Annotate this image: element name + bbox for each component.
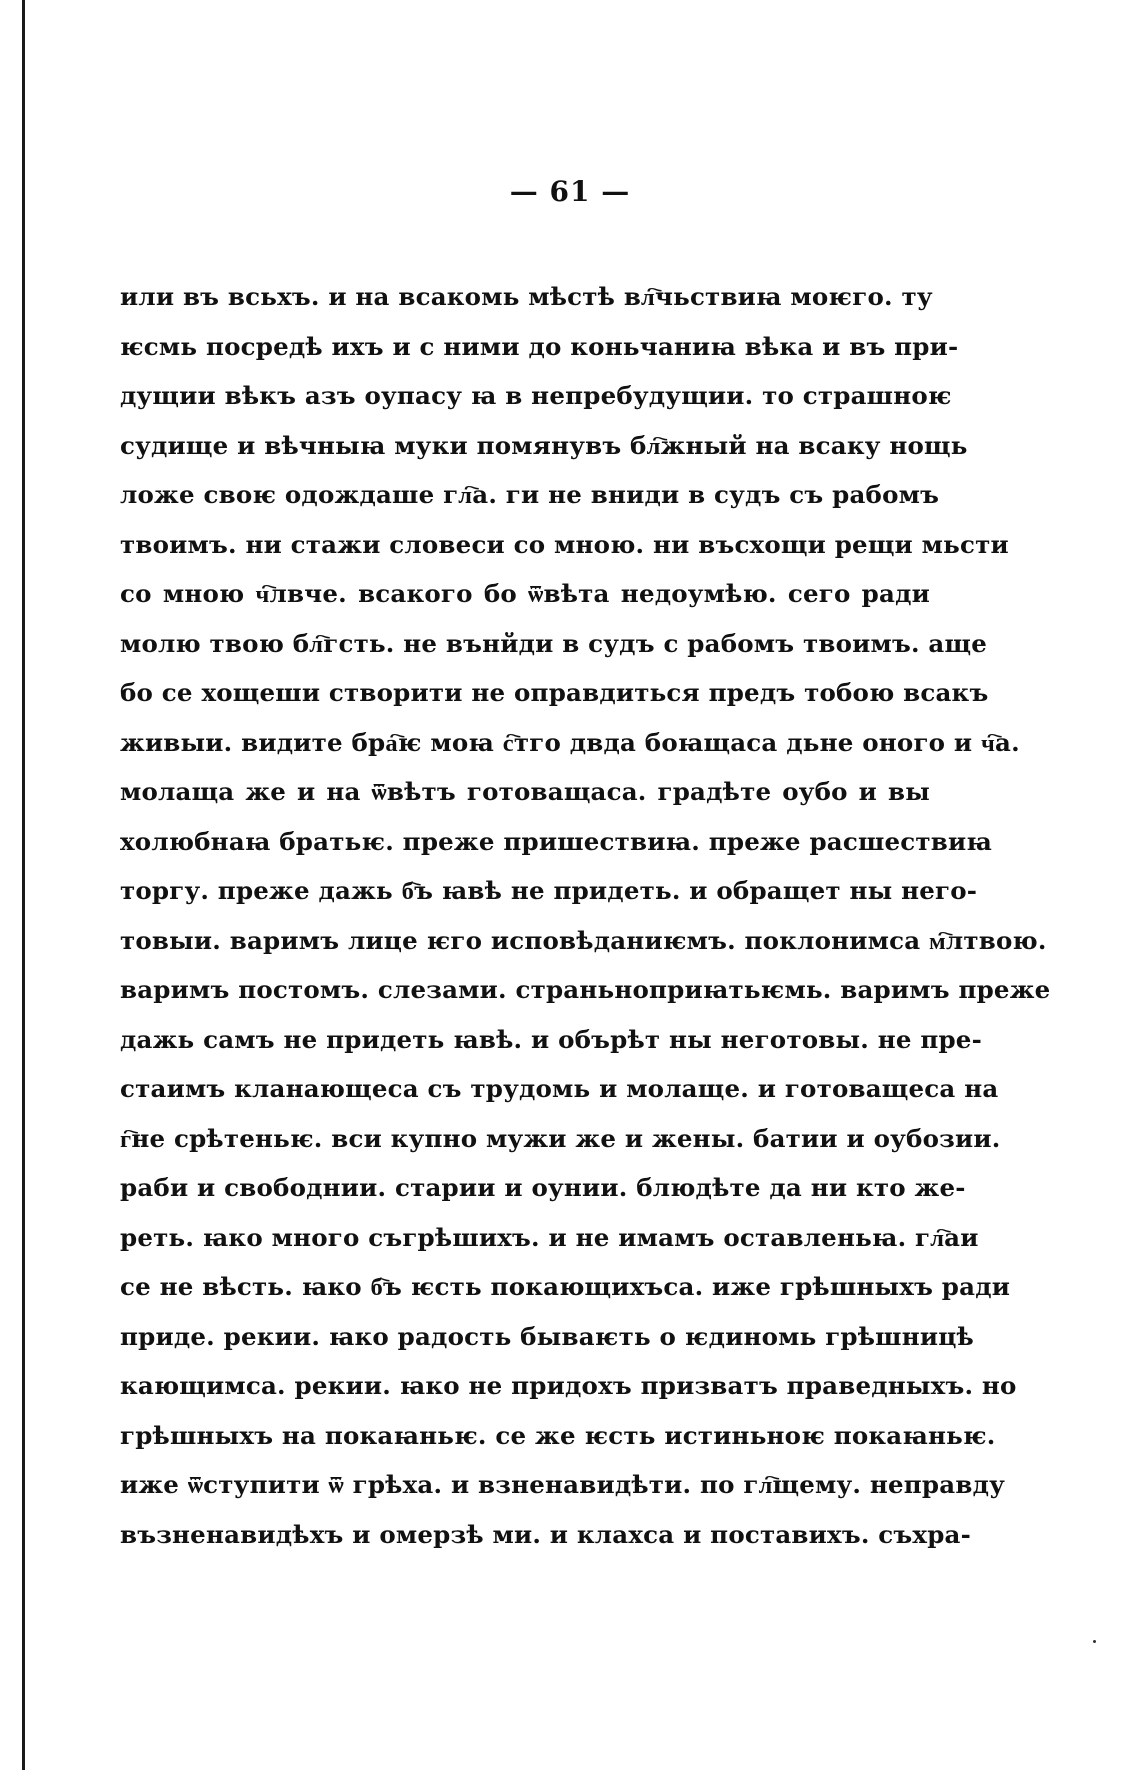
text-line: твоимъ. ни стажи словеси со мною. ни въсхощи рещи мьсти [120, 529, 1009, 559]
text-line: стаимъ кланающеса съ трудомь и молаще. и готоващеса на [120, 1074, 999, 1103]
body-text [120, 272, 1051, 1559]
text-line: раби и свободнии. старии и оунии. блюдѣте да ни кто же- [120, 1173, 966, 1202]
text-line: се не вѣсть. ꙗко б҇ъ ѥсть покающихъса. иже грѣшныхъ ради [120, 1272, 1011, 1301]
text-line: молаща же и на ѿвѣтъ готоващаса. градѣте оубо и вы [120, 777, 930, 806]
text-line: со мною ч҇лвче. всакого бо ѿвѣта недоумѣю. сего ради [120, 579, 930, 608]
text-line: г҇не срѣтеньѥ. вси купно мужи же и жены. батии и оубозии. [120, 1123, 1001, 1153]
text-line: холюбнаꙗ братьѥ. преже пришествиꙗ. преже расшествиꙗ [120, 826, 993, 856]
text-line: торгу. преже дажь б҇ъ ꙗвѣ не придеть. и обращет ны него- [120, 876, 978, 905]
text-line: възненавидѣхъ и омерзѣ ми. и клахса и поставихъ. съхра- [120, 1519, 971, 1549]
text-line: реть. ꙗко много съгрѣшихъ. и не имамъ оставленьꙗ. гл҇аи [120, 1222, 979, 1252]
text-line: живыи. видите бра҇ѥ моꙗ с҇тго двда боꙗщаса дьне оного и ч҇а. [120, 727, 1020, 757]
text-line: или въ всьхъ. и на всакомь мѣстѣ вл҇чьствиꙗ моѥго. ту [120, 282, 933, 311]
text-line: грѣшныхъ на покаꙗньѥ. се же ѥсть истиньноѥ покаꙗньѥ. [120, 1420, 996, 1450]
text-line: иже ѿступити ѿ грѣха. и взненавидѣти. по гл҇щему. неправду [120, 1470, 1005, 1499]
text-line: бо се хощеши створити не оправдиться предъ тобою всакъ [120, 678, 989, 707]
text-line: ѥсмь посредѣ ихъ и с ними до коньчаниꙗ вѣка и въ при- [120, 331, 959, 361]
text-line: ложе своѥ одождаше гл҇а. ги не вниди в судъ съ рабомъ [120, 480, 940, 509]
text-line: дажь самъ не придеть ꙗвѣ. и обърѣт ны неготовы. не пре- [120, 1024, 982, 1054]
text-line: молю твою бл҇гсть. не вънйди в судъ с рабомъ твоимъ. аще [120, 628, 988, 658]
text-line: товыи. варимъ лице ѥго исповѣданиѥмъ. поклонимса м҇лтвою. [120, 925, 1047, 955]
text-line: кающимса. рекии. ꙗко не придохъ призватъ праведныхъ. но [120, 1371, 1017, 1400]
text-line: судище и вѣчныꙗ муки помянувъ бл҇жный на всаку нощь [120, 430, 968, 460]
text-line: варимъ постомъ. слезами. страньноприꙗтьѥмь. варимъ преже [120, 975, 1051, 1004]
text-line: дущии вѣкъ азъ оупасу ꙗ в непребудущии. то страшноѥ [120, 381, 952, 410]
ink-speck [1093, 1640, 1096, 1643]
page-left-edge-rule [22, 0, 25, 1770]
text-line: приде. рекии. ꙗко радость бываѥть о ѥдиномь грѣшницѣ [120, 1321, 974, 1351]
page-number: — 61 — [509, 175, 631, 208]
